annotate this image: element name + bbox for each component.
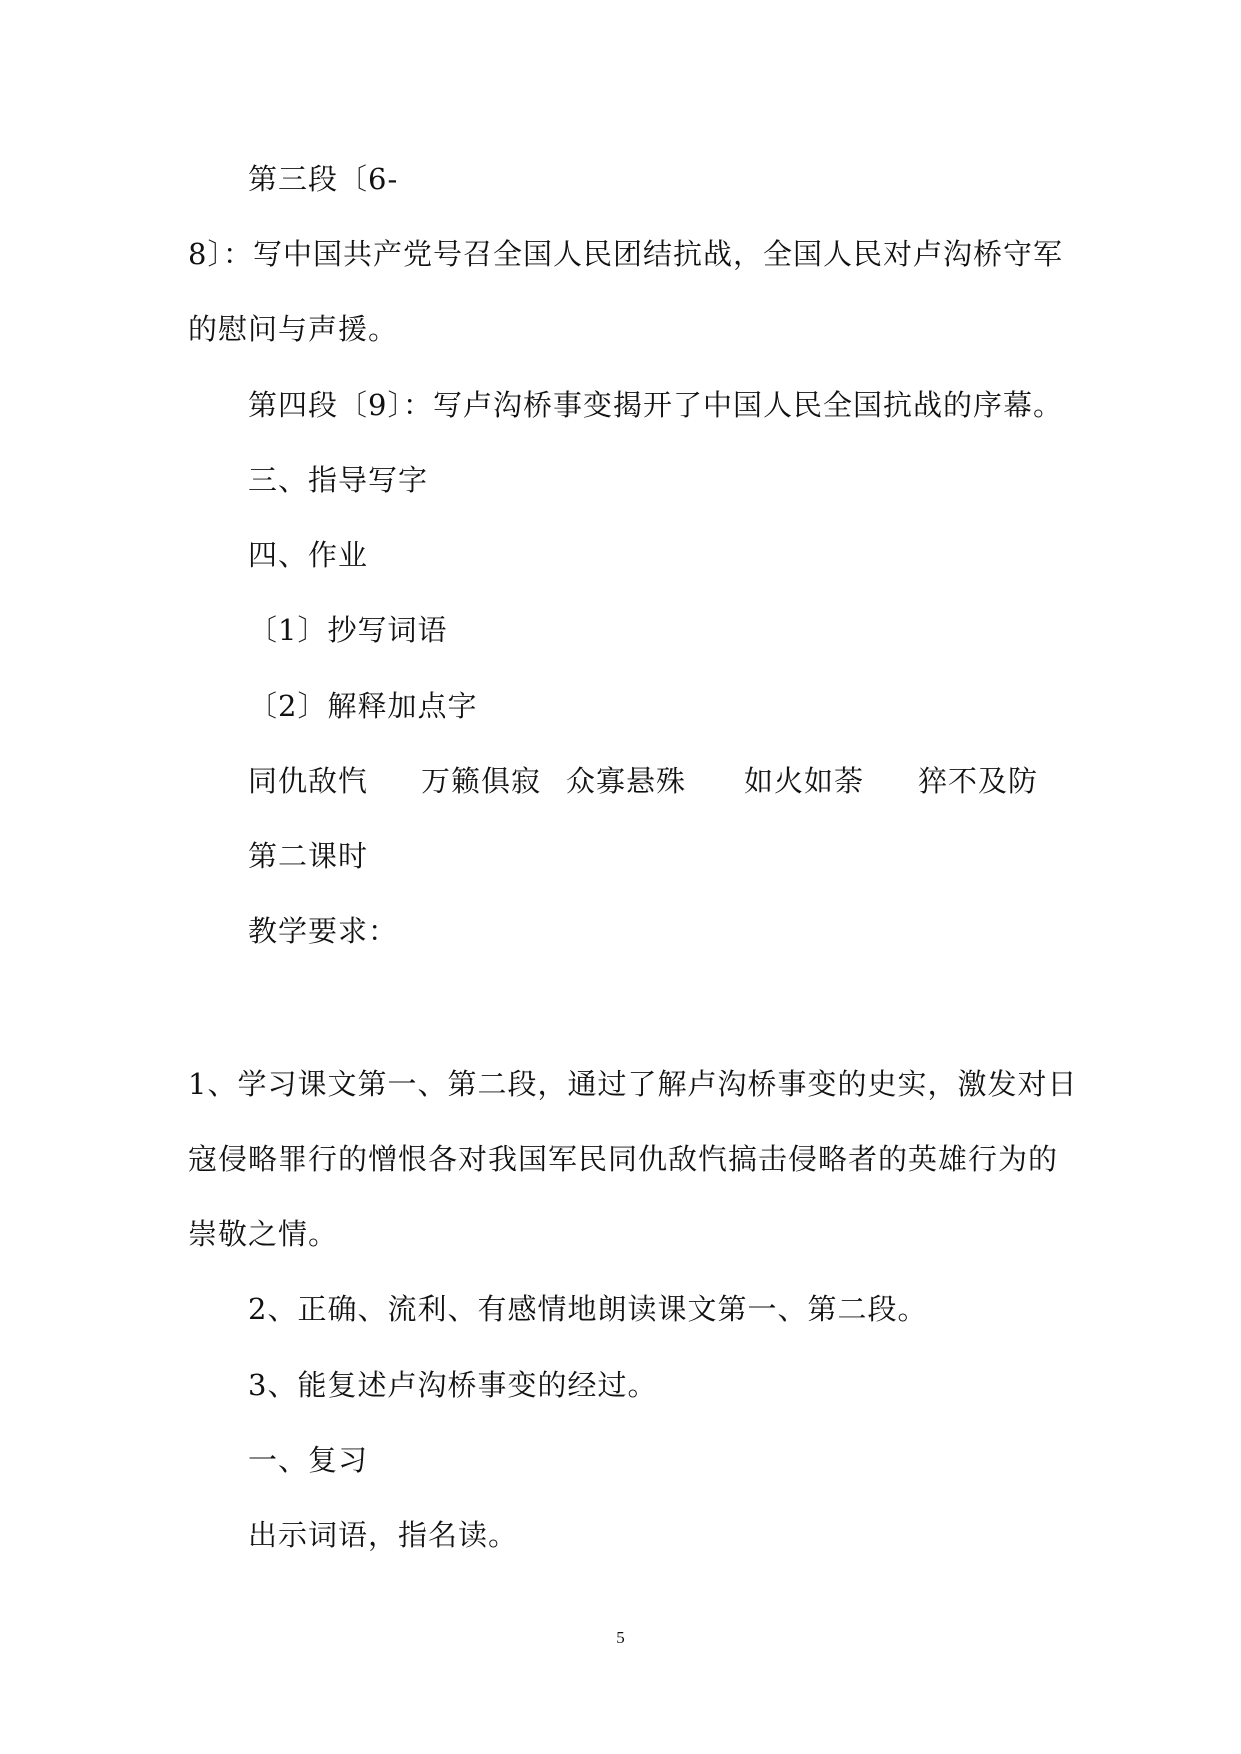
- idiom-item: 猝不及防: [918, 764, 1039, 798]
- requirements-heading: 教学要求：: [248, 914, 399, 948]
- idiom-item: 同仇敌忾: [248, 764, 369, 798]
- idiom-list: [248, 764, 1048, 798]
- paragraph-line: 第四段〔9〕：写卢沟桥事变揭开了中国人民全国抗战的序幕。: [248, 388, 1063, 422]
- paragraph-line: 寇侵略罪行的憎恨各对我国军民同仇敌忾搞击侵略者的英雄行为的: [188, 1142, 1059, 1176]
- paragraph-line: 崇敬之情。: [188, 1217, 339, 1251]
- idiom-item: 众寡悬殊: [566, 764, 687, 798]
- homework-item: 〔2〕解释加点字: [248, 689, 478, 723]
- paragraph-line: 1、学习课文第一、第二段，通过了解卢沟桥事变的史实，激发对日: [188, 1067, 1078, 1101]
- section-heading: 三、指导写字: [248, 463, 429, 497]
- paragraph-line: 8〕：写中国共产党号召全国人民团结抗战，全国人民对卢沟桥守军: [188, 237, 1063, 271]
- paragraph-line: 2、正确、流利、有感情地朗读课文第一、第二段。: [248, 1292, 928, 1326]
- lesson-heading: 第二课时: [248, 839, 369, 873]
- paragraph-line: 出示词语，指名读。: [248, 1518, 519, 1552]
- homework-item: 〔1〕抄写词语: [248, 613, 448, 647]
- idiom-item: 如火如荼: [744, 764, 865, 798]
- paragraph-line: 的慰问与声援。: [188, 312, 399, 346]
- section-heading: 四、作业: [248, 538, 369, 572]
- section-heading: 一、复习: [248, 1443, 369, 1477]
- paragraph-line: 第三段〔6-: [248, 162, 399, 196]
- page-number: 5: [616, 1628, 625, 1647]
- paragraph-line: 3、能复述卢沟桥事变的经过。: [248, 1368, 658, 1402]
- idiom-item: 万籁俱寂: [421, 764, 542, 798]
